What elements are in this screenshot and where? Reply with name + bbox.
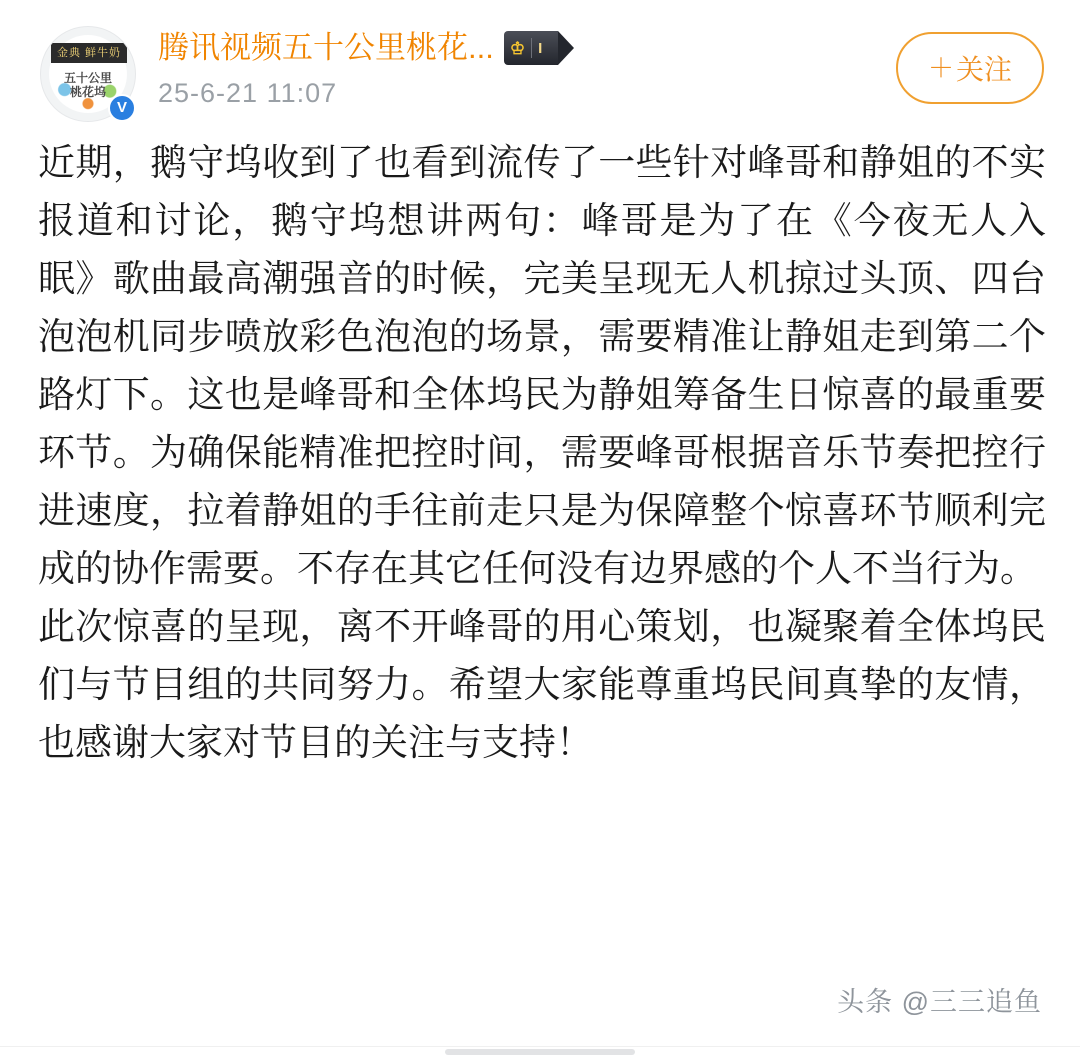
post-header — [0, 0, 1080, 120]
avatar-caption-line1: 五十公里 — [63, 71, 112, 85]
avatar-brand-band: 金典 鲜牛奶 — [51, 43, 127, 63]
level-badge-divider — [531, 38, 532, 58]
level-badge — [504, 31, 558, 65]
post-paragraph-2: 此次惊喜的呈现，离不开峰哥的用心策划，也凝聚着全体坞民们与节目组的共同努力。希望大家能尊重坞民间真挚的友情，也感谢大家对节目的关注与支持！ — [38, 606, 1046, 763]
post-timestamp: 25-6-21 11:07 — [158, 78, 338, 108]
author-name[interactable]: 腾讯视频五十公里桃花... — [158, 30, 494, 65]
watermark: 头条 @三三追鱼 — [837, 987, 1042, 1017]
author-row — [158, 28, 896, 68]
verified-badge-icon: V — [108, 94, 136, 122]
plus-icon: ＋ — [927, 53, 954, 83]
level-badge-level: I — [538, 39, 543, 57]
follow-button-label: 关注 — [955, 54, 1012, 85]
avatar[interactable] — [40, 26, 136, 122]
header-text-block — [136, 20, 896, 109]
post-paragraph-1: 近期，鹅守坞收到了也看到流传了一些针对峰哥和静姐的不实报道和讨论，鹅守坞想讲两句：峰哥是为了在《今夜无人入眠》歌曲最高潮强音的时候，完美呈现无人机掠过头顶、四台泡泡机同步喷放彩色泡泡的场景，需要精准让静姐走到第二个路灯下。这也是峰哥和全体坞民为静姐筹备生日惊喜的最重要环节。为确保能精准把控时间，需要峰哥根据音乐节奏把控行进速度，拉着静姐的手往前走只是为保障整个惊喜环节顺利完成的协作需要。不存在其它任何没有边界感的个人不当行为。 — [38, 142, 1046, 589]
home-indicator — [445, 1049, 635, 1055]
avatar-caption-line2: 桃花坞 — [69, 85, 106, 99]
bottom-strip — [0, 1046, 1080, 1055]
post-body — [0, 120, 1080, 772]
follow-button[interactable] — [896, 32, 1044, 104]
crown-icon: ♔ — [509, 38, 526, 58]
